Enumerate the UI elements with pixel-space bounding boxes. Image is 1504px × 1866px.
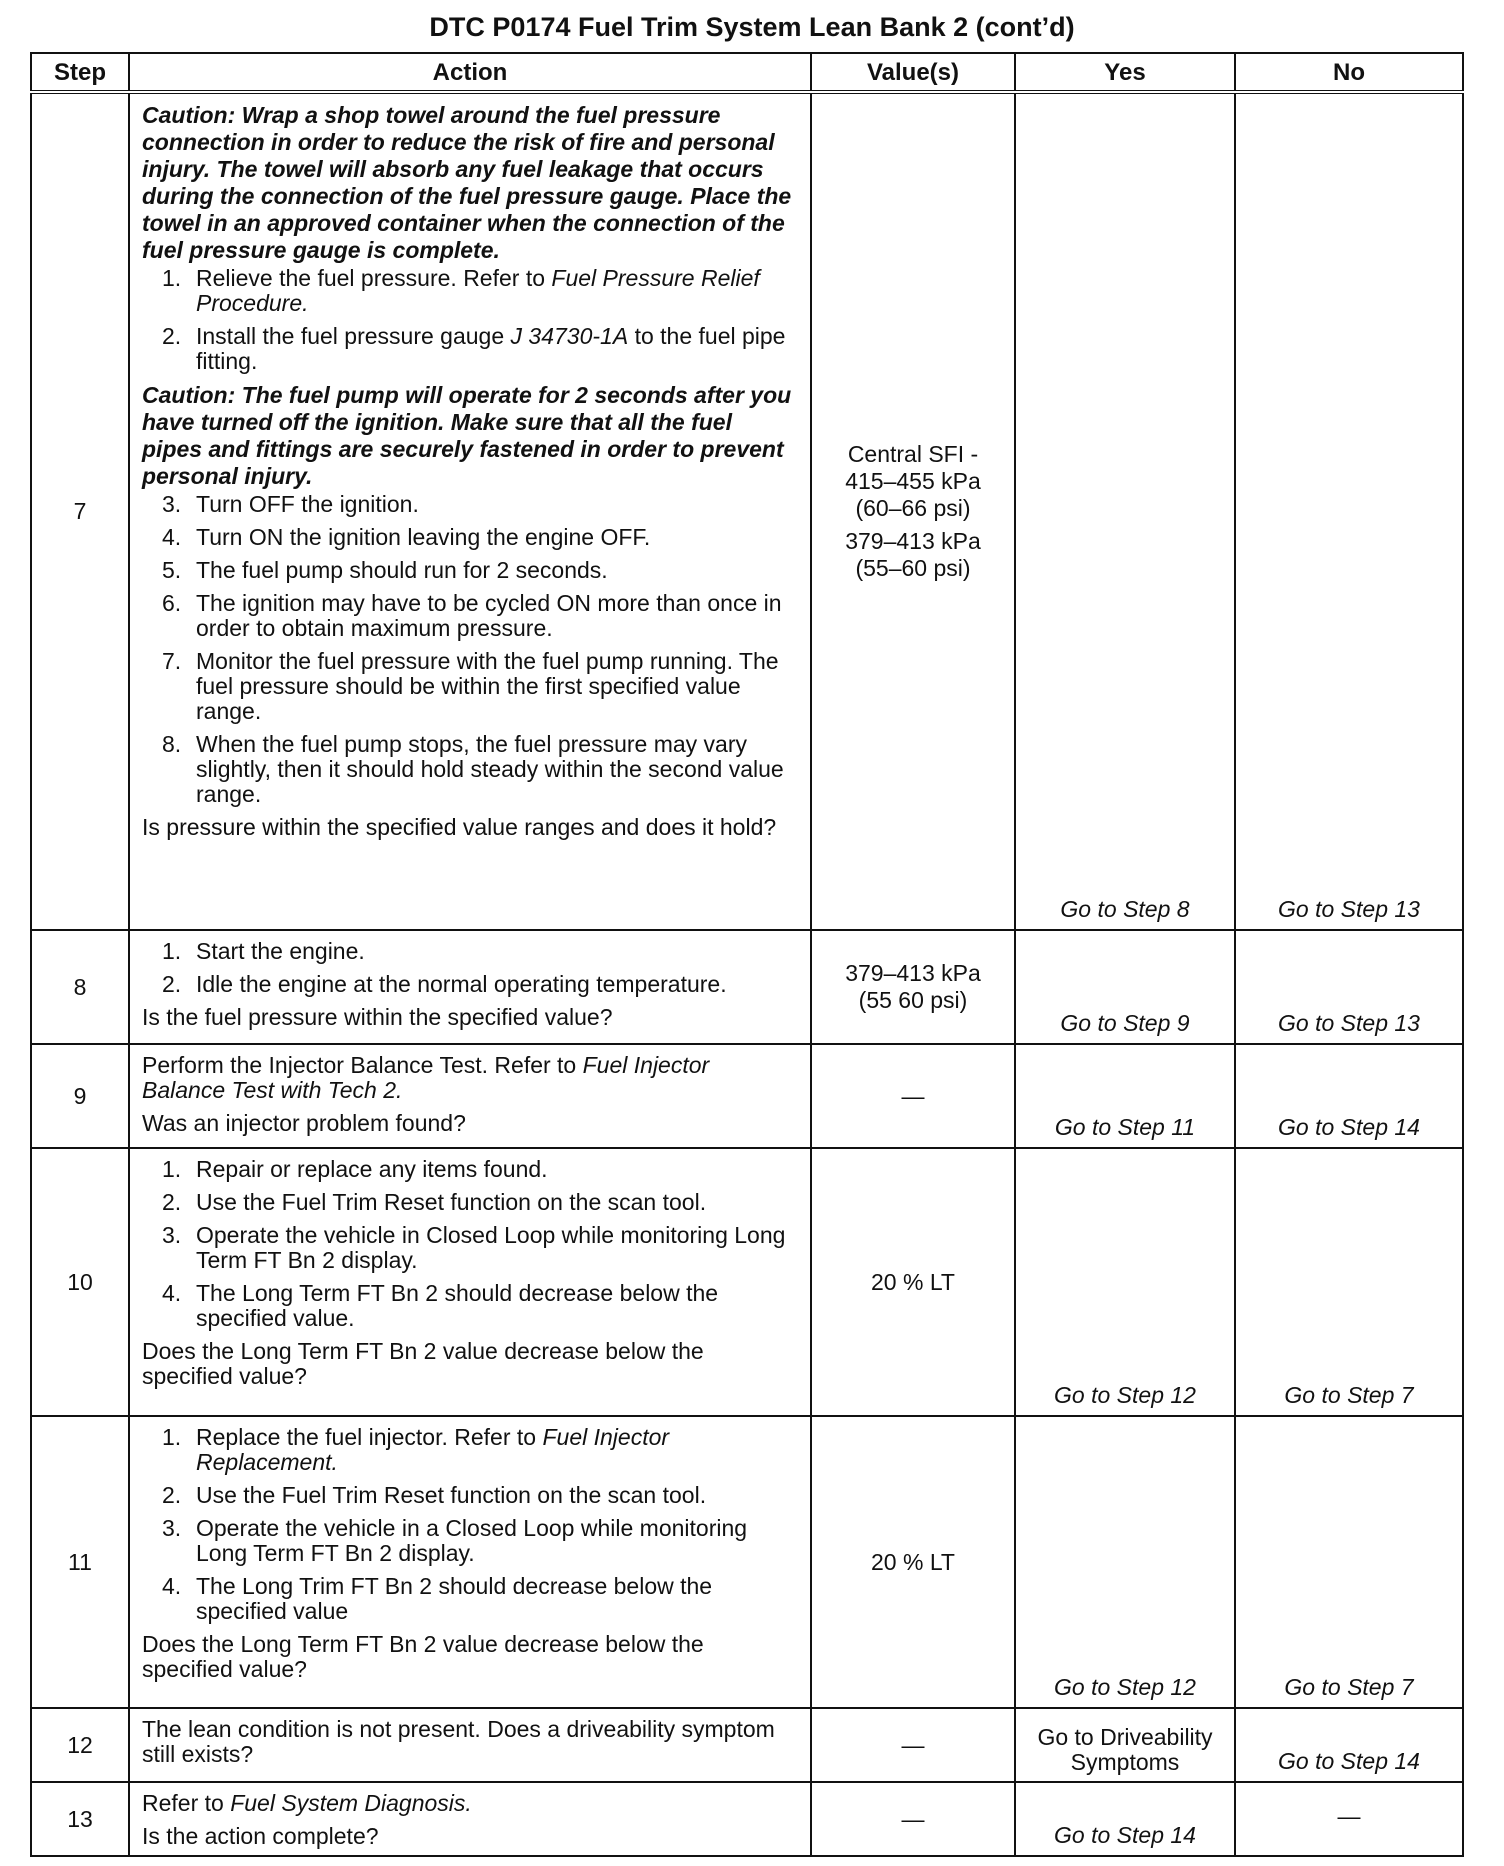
step-number: 10: [31, 1148, 129, 1416]
diagnostic-table: [30, 52, 1464, 1857]
tool-reference: J 34730-1A: [510, 323, 629, 349]
yes-action: Go to Step 12: [1015, 1416, 1235, 1708]
yes-action: Go to Step 11: [1015, 1044, 1235, 1148]
list-item: 2. Use the Fuel Trim Reset function on the scan tool.: [162, 1482, 707, 1508]
step-action: [129, 1044, 811, 1148]
no-action: Go to Step 13: [1235, 930, 1463, 1044]
step-question: Is pressure within the specified value ranges and does it hold?: [142, 814, 777, 840]
step-number: 11: [31, 1416, 129, 1708]
no-action: —: [1235, 1782, 1463, 1856]
no-action: Go to Step 14: [1235, 1708, 1463, 1782]
step-value: 20 % LT: [811, 1416, 1015, 1708]
list-item: 1. Repair or replace any items found.: [162, 1156, 548, 1182]
reference-link-text: Fuel System Diagnosis.: [230, 1790, 472, 1816]
list-item: 1. Start the engine.: [162, 938, 365, 964]
step-question: Does the Long Term FT Bn 2 value decrease below the specified value?: [142, 1338, 704, 1389]
table-row: [31, 1148, 1463, 1416]
yes-action: Go to Step 12: [1015, 1148, 1235, 1416]
step-action: [129, 92, 811, 930]
step-value: 379–413 kPa (55 60 psi): [811, 930, 1015, 1044]
yes-action: Go to Step 9: [1015, 930, 1235, 1044]
list-item: 2. Use the Fuel Trim Reset function on the scan tool.: [162, 1189, 707, 1215]
step-value: 20 % LT: [811, 1148, 1015, 1416]
reference-link-text: Fuel Injector Replacement.: [196, 1424, 670, 1475]
list-item: 8. When the fuel pump stops, the fuel pressure may vary slightly, then it should hold steady within the second value range.: [162, 731, 784, 807]
list-item: 4. Turn ON the ignition leaving the engine OFF.: [162, 524, 651, 550]
list-item: 2. Install the fuel pressure gauge J 34730-1A to the fuel pipe fitting.: [162, 323, 786, 374]
step-value: —: [811, 1782, 1015, 1856]
list-item: 1. Replace the fuel injector. Refer to Fuel Injector Replacement.: [162, 1424, 670, 1475]
instruction-text: Perform the Injector Balance Test. Refer to Fuel Injector Balance Test with Tech 2.: [142, 1052, 710, 1103]
no-action: Go to Step 7: [1235, 1416, 1463, 1708]
step-number: 9: [31, 1044, 129, 1148]
step-value: —: [811, 1708, 1015, 1782]
step-value: Central SFI - 415–455 kPa (60–66 psi) 379–413 kPa (55–60 psi): [811, 92, 1015, 930]
page-title: DTC P0174 Fuel Trim System Lean Bank 2 (cont’d): [429, 12, 1075, 42]
header-yes: Yes: [1015, 53, 1235, 92]
instruction-list: [142, 1157, 798, 1331]
header-step: Step: [31, 53, 129, 92]
table-row: [31, 1416, 1463, 1708]
step-action: [129, 930, 811, 1044]
table-row: [31, 1708, 1463, 1782]
step-number: 8: [31, 930, 129, 1044]
step-number: 7: [31, 92, 129, 930]
step-question: Is the fuel pressure within the specified value?: [142, 1004, 613, 1030]
step-number: 12: [31, 1708, 129, 1782]
no-action: Go to Step 13: [1235, 92, 1463, 930]
header-no: No: [1235, 53, 1463, 92]
instruction-list: [142, 266, 798, 374]
no-action: Go to Step 14: [1235, 1044, 1463, 1148]
yes-action: Go to Step 8: [1015, 92, 1235, 930]
yes-action: Go to Step 14: [1015, 1782, 1235, 1856]
caution-text: Caution: Wrap a shop towel around the fuel pressure connection in order to reduce the risk of fire and personal injury. The towel will absorb any fuel leakage that occurs during the connection of the fuel pressure gauge. Place the towel in an approved container when the connection of the fuel pressure gauge is complete.: [142, 102, 792, 263]
list-item: 3. Operate the vehicle in a Closed Loop while monitoring Long Term FT Bn 2 display.: [162, 1515, 748, 1566]
instruction-list: [142, 492, 798, 807]
step-action: [129, 1708, 811, 1782]
list-item: 7. Monitor the fuel pressure with the fuel pump running. The fuel pressure should be within the first specified value range.: [162, 648, 779, 724]
step-action: [129, 1416, 811, 1708]
table-row: [31, 92, 1463, 930]
list-item: 4. The Long Term FT Bn 2 should decrease below the specified value.: [162, 1280, 719, 1331]
table-row: [31, 930, 1463, 1044]
table-row: [31, 1782, 1463, 1856]
step-question: Was an injector problem found?: [142, 1110, 466, 1136]
step-action: [129, 1148, 811, 1416]
step-number: 13: [31, 1782, 129, 1856]
list-item: 3. Turn OFF the ignition.: [162, 491, 419, 517]
list-item: 6. The ignition may have to be cycled ON more than once in order to obtain maximum pressure.: [162, 590, 782, 641]
list-item: 1. Relieve the fuel pressure. Refer to Fuel Pressure Relief Procedure.: [162, 265, 760, 316]
list-item: 2. Idle the engine at the normal operating temperature.: [162, 971, 727, 997]
table-header-row: [31, 53, 1463, 92]
reference-link-text: Fuel Injector Balance Test with Tech 2.: [142, 1052, 710, 1103]
header-action: Action: [129, 53, 811, 92]
step-value: —: [811, 1044, 1015, 1148]
list-item: 5. The fuel pump should run for 2 seconds.: [162, 557, 608, 583]
list-item: 4. The Long Trim FT Bn 2 should decrease below the specified value: [162, 1573, 713, 1624]
reference-link-text: Fuel Pressure Relief Procedure.: [196, 265, 760, 316]
yes-action: Go to Driveability Symptoms: [1015, 1708, 1235, 1782]
table-row: [31, 1044, 1463, 1148]
list-item: 3. Operate the vehicle in Closed Loop while monitoring Long Term FT Bn 2 display.: [162, 1222, 786, 1273]
no-action: Go to Step 7: [1235, 1148, 1463, 1416]
step-question: Is the action complete?: [142, 1823, 379, 1849]
step-action: [129, 1782, 811, 1856]
instruction-text: Refer to Fuel System Diagnosis.: [142, 1790, 472, 1816]
caution-text: Caution: The fuel pump will operate for 2 seconds after you have turned off the ignition. Make sure that all the fuel pipes and fittings are securely fastened in order to prevent personal injury.: [142, 382, 792, 489]
step-question: Does the Long Term FT Bn 2 value decrease below the specified value?: [142, 1631, 704, 1682]
instruction-list: [142, 939, 798, 997]
instruction-list: [142, 1425, 798, 1624]
step-question: The lean condition is not present. Does a driveability symptom still exists?: [142, 1716, 775, 1767]
header-value: Value(s): [811, 53, 1015, 92]
